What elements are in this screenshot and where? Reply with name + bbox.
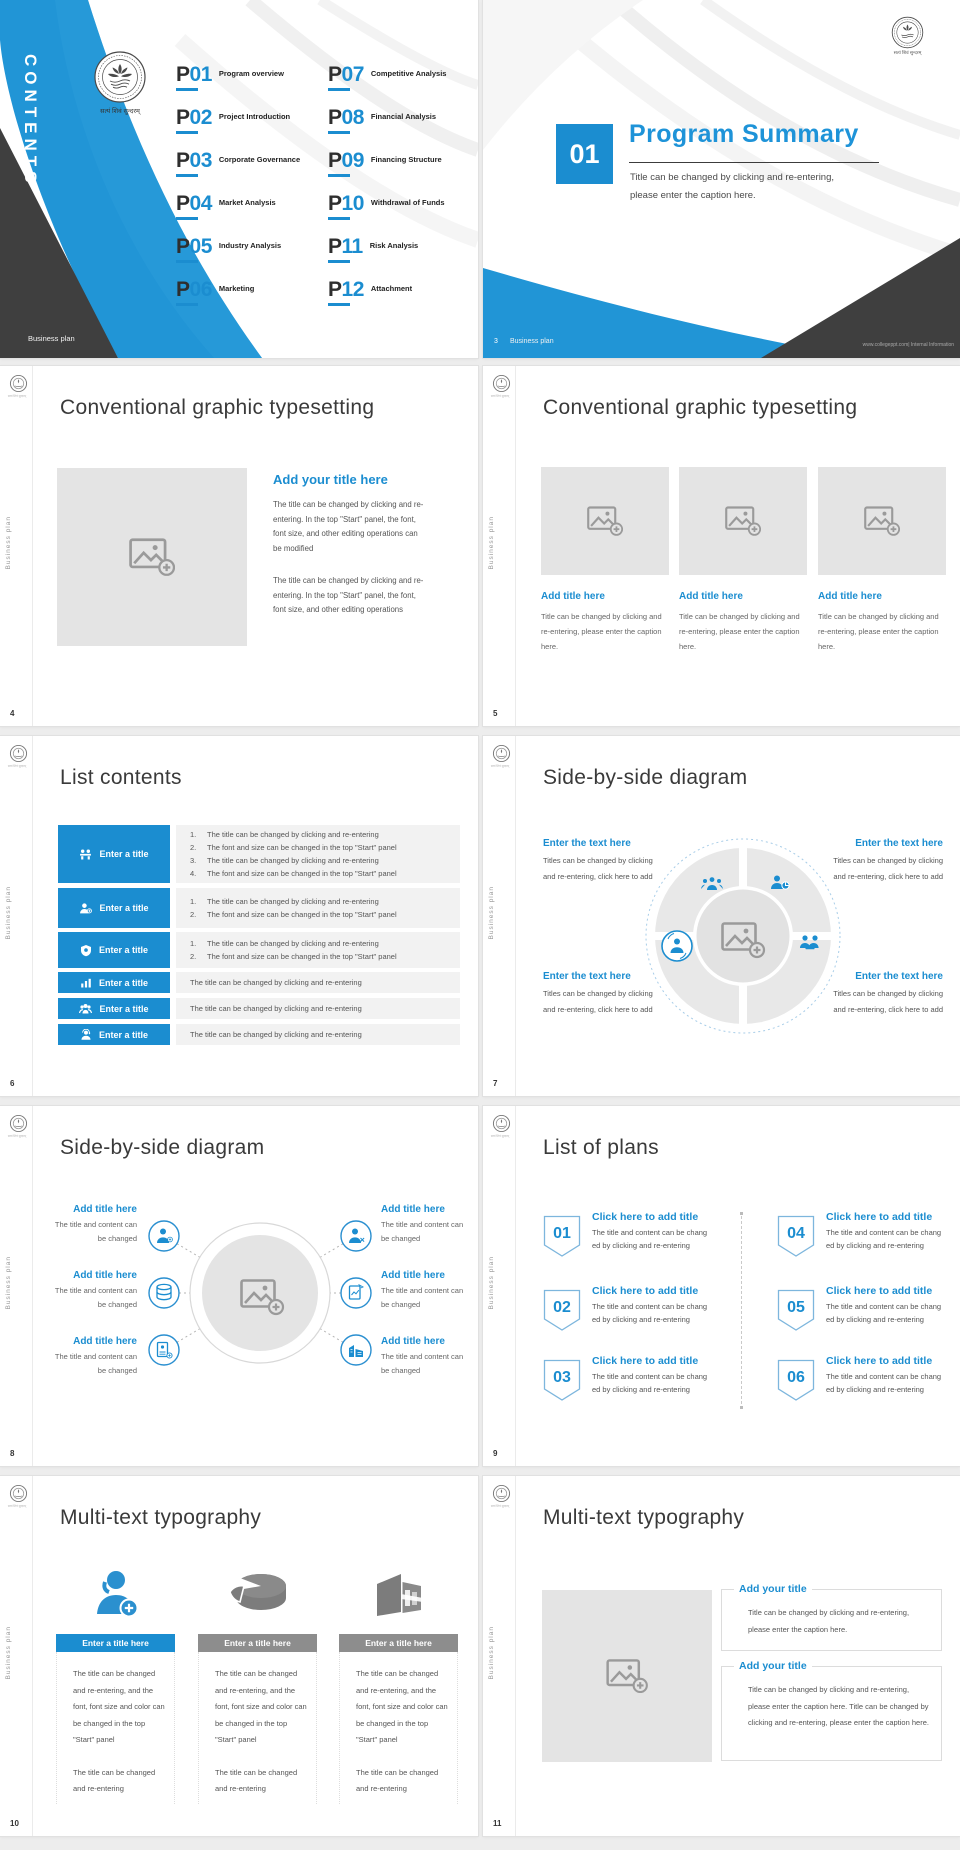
side-vertical-label: Business plan — [5, 886, 12, 940]
divider-dot — [740, 1212, 743, 1215]
left-rail-divider — [515, 736, 516, 1096]
toc-item — [328, 236, 418, 263]
list-line-number: 1. — [190, 830, 197, 839]
university-logo-small — [9, 1484, 28, 1503]
card-title: Add title here — [679, 591, 743, 602]
slide-title: Multi-text typography — [60, 1506, 262, 1529]
toc-prefix: P — [176, 63, 190, 86]
logo-motto-small: सत्यं शिवं सुन्दरम् — [490, 394, 510, 398]
plan-number-badge — [543, 1359, 581, 1403]
slide-contents[interactable] — [0, 0, 478, 358]
text-block-bottom-right — [831, 971, 943, 1018]
logo-motto-small: सत्यं शिवं सुन्दरम् — [490, 1504, 510, 1508]
side-vertical-label: Business plan — [5, 1256, 12, 1310]
plan-number-badge — [543, 1289, 581, 1333]
slide-title: Conventional graphic typesetting — [60, 396, 375, 419]
logo-motto-small: सत्यं शिवं सुन्दरम् — [7, 1504, 27, 1508]
list-title-label: Enter a title — [98, 977, 148, 988]
list-line-text: The font and size can be changed in the top "Start" panel — [207, 869, 397, 878]
image-placeholder-icon — [864, 506, 900, 536]
toc-underline — [176, 217, 198, 220]
list-line-text: The title can be changed by clicking and re-entering — [207, 830, 379, 839]
plan-title: Click here to add title — [826, 1355, 933, 1367]
left-rail-divider — [32, 1476, 33, 1836]
university-logo-small — [492, 1484, 511, 1503]
toc-label: Financial Analysis — [370, 112, 437, 121]
text-block-title: Enter the text here — [855, 971, 943, 982]
column-header: Enter a title here — [339, 1634, 458, 1652]
slide-list-of-plans[interactable] — [483, 1106, 960, 1466]
list-title-box — [58, 998, 170, 1019]
plan-number: 03 — [553, 1369, 571, 1386]
text-block-top-left — [543, 838, 655, 885]
image-placeholder-icon — [129, 538, 175, 576]
text-block-bottom-left — [543, 971, 655, 1018]
list-line-text: The title can be changed by clicking and re-entering — [207, 856, 379, 865]
image-card — [818, 467, 946, 654]
toc-number: 04 — [189, 192, 212, 215]
toc-prefix: P — [176, 278, 190, 301]
toc-item — [176, 236, 281, 263]
column-paragraph-2: The title can be changed and re-entering — [356, 1767, 439, 1793]
list-line-number: 2. — [190, 910, 197, 919]
toc-prefix: P — [176, 192, 190, 215]
toc-label: Project Introduction — [218, 112, 291, 121]
plan-number-badge — [543, 1215, 581, 1259]
column-paragraph-2: The title can be changed and re-entering — [215, 1767, 298, 1793]
left-rail-divider — [515, 366, 516, 726]
text-block-body: Titles can be changed by clicking and re-entering, click here to add — [543, 856, 653, 881]
store-icon — [371, 1570, 425, 1620]
hub-text-title: Add title here — [73, 1204, 137, 1215]
section-corner-text: www.collegeppt.com| Internal Information — [862, 342, 954, 348]
text-block-body: Titles can be changed by clicking and re-entering, click here to add — [833, 856, 943, 881]
person-remove-icon — [341, 1221, 371, 1251]
slide-title: Side-by-side diagram — [60, 1136, 265, 1159]
toc-prefix: P — [328, 149, 342, 172]
contents-vertical-title: CONTENTS — [21, 54, 40, 188]
image-card — [679, 467, 807, 654]
caption-box-title: Add your title — [734, 1583, 812, 1595]
toc-label: Program overview — [218, 69, 284, 78]
toc-label: Market Analysis — [218, 198, 276, 207]
plan-number: 01 — [553, 1225, 571, 1242]
dark-corner-wedge — [761, 238, 960, 358]
list-line-text: The title can be changed by clicking and re-entering — [190, 978, 362, 987]
toc-underline — [328, 88, 350, 91]
list-content-box — [176, 972, 460, 993]
side-vertical-label: Business plan — [5, 516, 12, 570]
toc-underline — [176, 174, 198, 177]
page-number: 10 — [10, 1819, 19, 1828]
slide-hub-diagram[interactable] — [0, 1106, 478, 1466]
hub-text-body: The title and content can be changed — [54, 1220, 137, 1243]
divider-dot — [740, 1406, 743, 1409]
column-header: Enter a title here — [56, 1634, 175, 1652]
slide-title: Conventional graphic typesetting — [543, 396, 858, 419]
text-block-title: Enter the text here — [855, 838, 943, 849]
toc-item — [328, 279, 412, 306]
hub-text-body: The title and content can be changed — [381, 1220, 464, 1243]
logo-motto-small: सत्यं शिवं सुन्दरम् — [7, 394, 27, 398]
page-number: 9 — [493, 1449, 498, 1458]
text-block-title: Enter the text here — [543, 971, 631, 982]
page-number: 5 — [493, 709, 498, 718]
section-footer-label: Business plan — [510, 338, 554, 345]
list-content-box — [176, 1024, 460, 1045]
page-number: 8 — [10, 1449, 15, 1458]
pie-3d-icon — [228, 1570, 286, 1620]
image-placeholder-icon — [606, 1659, 648, 1693]
side-vertical-label: Business plan — [488, 1626, 495, 1680]
toc-prefix: P — [328, 63, 342, 86]
toc-number: 12 — [341, 278, 364, 301]
logo-motto-small: सत्यं शिवं सुन्दरम् — [490, 1134, 510, 1138]
plan-body: The title and content can be chang ed by clicking and re-entering — [826, 1302, 942, 1324]
plan-body: The title and content can be chang ed by clicking and re-entering — [592, 1302, 708, 1324]
list-title-box — [58, 972, 170, 993]
toc-number: 07 — [341, 63, 364, 86]
hub-text-right-2 — [381, 1270, 469, 1312]
toc-prefix: P — [176, 106, 190, 129]
contents-footer-label: Business plan — [28, 334, 75, 343]
left-rail-divider — [32, 736, 33, 1096]
toc-label: Marketing — [218, 284, 255, 293]
university-logo-small — [9, 1114, 28, 1133]
logo-motto-small: सत्यं शिवं सुन्दरम् — [7, 1134, 27, 1138]
slide-title: Side-by-side diagram — [543, 766, 748, 789]
list-content-box — [176, 825, 460, 883]
list-line-number: 4. — [190, 869, 197, 878]
left-rail-divider — [32, 366, 33, 726]
section-title-rule — [629, 162, 879, 163]
toc-item — [176, 107, 290, 134]
side-vertical-label: Business plan — [488, 1256, 495, 1310]
image-placeholder-icon — [587, 506, 623, 536]
slide-conventional-3[interactable] — [483, 366, 960, 726]
list-content-box — [176, 932, 460, 968]
university-logo-small — [492, 374, 511, 393]
image-placeholder-icon — [725, 506, 761, 536]
card-title: Add title here — [818, 591, 882, 602]
side-vertical-label: Business plan — [488, 516, 495, 570]
hub-text-title: Add title here — [73, 1270, 137, 1281]
column-header: Enter a title here — [198, 1634, 317, 1652]
toc-label: Attachment — [370, 284, 413, 293]
university-logo — [93, 50, 147, 104]
hub-text-right-1 — [381, 1204, 469, 1246]
section-caption-line2: please enter the caption here. — [630, 190, 756, 201]
logo-motto: सत्यं शिवं सुन्दरम् — [893, 50, 922, 55]
section-title: Program Summary — [629, 120, 859, 148]
toc-number: 02 — [189, 106, 212, 129]
university-logo-small — [9, 374, 28, 393]
profile-card-icon — [149, 1335, 179, 1365]
hub-text-left-3 — [49, 1336, 137, 1378]
page-number: 6 — [10, 1079, 15, 1088]
hub-text-title: Add title here — [381, 1270, 445, 1281]
page-number: 7 — [493, 1079, 498, 1088]
plan-body: The title and content can be chang ed by clicking and re-entering — [592, 1372, 708, 1394]
toc-item — [176, 64, 284, 91]
column-paragraph-2: The title can be changed and re-entering — [73, 1767, 156, 1793]
toc-label: Withdrawal of Funds — [370, 198, 445, 207]
column-body — [198, 1652, 317, 1804]
toc-number: 06 — [189, 278, 212, 301]
plan-number: 04 — [787, 1225, 805, 1242]
slide-title: List contents — [60, 766, 182, 789]
list-title-label: Enter a title — [98, 1029, 148, 1040]
plans-divider — [741, 1216, 742, 1404]
toc-prefix: P — [176, 235, 190, 258]
column-body — [339, 1652, 458, 1804]
slide-multitext-image[interactable] — [483, 1476, 960, 1836]
toc-item — [328, 150, 442, 177]
person-add-icon — [79, 902, 92, 915]
university-logo-small — [492, 744, 511, 763]
section-number-box: 01 — [556, 124, 613, 184]
column-body — [56, 1652, 175, 1804]
toc-number: 03 — [189, 149, 212, 172]
slide-section-program-summary[interactable] — [483, 0, 960, 358]
logo-motto-small: सत्यं शिवं सुन्दरम् — [490, 764, 510, 768]
plan-number: 02 — [553, 1299, 571, 1316]
list-line-number: 2. — [190, 952, 197, 961]
toc-label: Corporate Governance — [218, 155, 301, 164]
caption-box — [721, 1583, 942, 1651]
plan-number: 06 — [787, 1369, 805, 1386]
toc-underline — [176, 303, 198, 306]
toc-prefix: P — [328, 235, 342, 258]
toc-label: Risk Analysis — [369, 241, 419, 250]
list-line-text: The font and size can be changed in the top "Start" panel — [207, 952, 397, 961]
building-icon — [341, 1335, 371, 1365]
toc-prefix: P — [328, 106, 342, 129]
card-caption: Title can be changed by clicking and re-entering, please enter the caption here. — [541, 612, 662, 651]
caption-box — [721, 1660, 942, 1761]
hub-diagram — [100, 1201, 380, 1386]
hub-text-left-2 — [49, 1270, 137, 1312]
list-line-number: 1. — [190, 939, 197, 948]
toc-underline — [328, 174, 350, 177]
university-logo-small — [9, 744, 28, 763]
page-number: 4 — [10, 709, 15, 718]
text-block-title: Enter the text here — [543, 838, 631, 849]
meeting-icon — [79, 848, 92, 861]
toc-label: Industry Analysis — [218, 241, 282, 250]
column-paragraph-1: The title can be changed and re-entering, and the font, font size and color can be changed in the top "Start" panel — [73, 1669, 165, 1744]
caption-box-title: Add your title — [734, 1660, 812, 1672]
toc-underline — [176, 260, 198, 263]
list-content-box — [176, 998, 460, 1019]
list-line-text: The font and size can be changed in the top "Start" panel — [207, 843, 397, 852]
slide-title: List of plans — [543, 1136, 659, 1159]
list-title-box — [58, 888, 170, 928]
toc-item — [328, 64, 446, 91]
toc-item — [328, 107, 436, 134]
card-title: Add title here — [541, 591, 605, 602]
plan-body: The title and content can be chang ed by clicking and re-entering — [826, 1372, 942, 1394]
content-paragraph-2: The title can be changed by clicking and re-entering. In the top "Start" panel, the font, font size, and other editing operations — [273, 576, 424, 614]
slide-multitext-columns[interactable] — [0, 1476, 478, 1836]
section-page-number: 3 — [494, 338, 498, 345]
list-line-number: 2. — [190, 843, 197, 852]
logo-motto: सत्यं शिवं सुन्दरम् — [100, 108, 140, 115]
image-placeholder — [57, 468, 247, 646]
toc-label: Financing Structure — [370, 155, 442, 164]
left-rail-divider — [515, 1106, 516, 1466]
slide-title: Multi-text typography — [543, 1506, 745, 1529]
list-title-box — [58, 1024, 170, 1045]
person-add-icon — [149, 1221, 179, 1251]
plan-title: Click here to add title — [592, 1285, 699, 1297]
column-paragraph-1: The title can be changed and re-entering, and the font, font size and color can be changed in the top "Start" panel — [356, 1669, 448, 1744]
university-logo — [891, 16, 924, 49]
list-title-label: Enter a title — [99, 1003, 149, 1014]
plan-number: 05 — [787, 1299, 805, 1316]
hub-text-body: The title and content can be changed — [54, 1352, 137, 1375]
section-caption-line1: Title can be changed by clicking and re-entering, — [630, 172, 835, 183]
hub-text-title: Add title here — [381, 1336, 445, 1347]
toc-number: 01 — [189, 63, 212, 86]
hub-text-left-1 — [49, 1204, 137, 1246]
image-placeholder — [679, 467, 807, 575]
text-block-top-right — [831, 838, 943, 885]
page-number: 11 — [493, 1819, 502, 1828]
toc-item — [176, 279, 254, 306]
image-placeholder — [542, 1590, 712, 1762]
list-title-label: Enter a title — [98, 945, 148, 955]
hub-text-title: Add title here — [73, 1336, 137, 1347]
toc-item — [328, 193, 445, 220]
chart-doc-icon — [341, 1278, 371, 1308]
list-content-box — [176, 888, 460, 928]
support-icon — [80, 1029, 92, 1041]
text-block-body: Titles can be changed by clicking and re-entering, click here to add — [543, 989, 653, 1014]
plan-title: Click here to add title — [826, 1211, 933, 1223]
list-title-box — [58, 825, 170, 883]
toc-label: Competitive Analysis — [370, 69, 447, 78]
toc-number: 05 — [189, 235, 212, 258]
hub-text-body: The title and content can be changed — [381, 1286, 464, 1309]
list-line-text: The title can be changed by clicking and re-entering — [190, 1004, 362, 1013]
toc-prefix: P — [328, 192, 342, 215]
content-heading: Add your title here — [273, 472, 388, 487]
list-line-text: The font and size can be changed in the top "Start" panel — [207, 910, 397, 919]
toc-number: 11 — [341, 235, 363, 258]
toc-underline — [176, 88, 198, 91]
image-card — [541, 467, 669, 654]
plan-body: The title and content can be chang ed by clicking and re-entering — [592, 1228, 708, 1250]
plan-number-badge — [777, 1289, 815, 1333]
database-icon — [149, 1278, 179, 1308]
left-rail-divider — [32, 1106, 33, 1466]
plan-body: The title and content can be chang ed by clicking and re-entering — [826, 1228, 942, 1250]
hub-text-body: The title and content can be changed — [381, 1352, 464, 1375]
toc-number: 10 — [341, 192, 364, 215]
caption-box-body: Title can be changed by clicking and re-entering, please enter the caption here. Title can be changed by clicking and re-entering, please enter the caption here. — [748, 1685, 929, 1727]
column-paragraph-1: The title can be changed and re-entering, and the font, font size and color can be changed in the top "Start" panel — [215, 1669, 307, 1744]
toc-prefix: P — [328, 278, 342, 301]
list-line-number: 3. — [190, 856, 197, 865]
person-sync-icon — [662, 931, 692, 961]
list-line-text: The title can be changed by clicking and re-entering — [190, 1030, 362, 1039]
bar-chart-icon — [80, 977, 92, 989]
card-caption: Title can be changed by clicking and re-entering, please enter the caption here. — [818, 612, 939, 651]
card-caption: Title can be changed by clicking and re-entering, please enter the caption here. — [679, 612, 800, 651]
plan-title: Click here to add title — [826, 1285, 933, 1297]
list-title-box — [58, 932, 170, 968]
toc-item — [176, 150, 300, 177]
left-rail-divider — [515, 1476, 516, 1836]
plan-title: Click here to add title — [592, 1355, 699, 1367]
list-line-number: 1. — [190, 897, 197, 906]
content-paragraph-1: The title can be changed by clicking and re-entering. In the top "Start" panel, the font, font size, and other editing operations can be modified — [273, 500, 424, 553]
side-vertical-label: Business plan — [5, 1626, 12, 1680]
university-logo-small — [492, 1114, 511, 1133]
image-placeholder — [818, 467, 946, 575]
slide-ring-diagram[interactable] — [483, 736, 960, 1096]
toc-underline — [328, 303, 350, 306]
list-line-text: The title can be changed by clicking and re-entering — [207, 939, 379, 948]
team-icon — [79, 1003, 92, 1015]
image-placeholder — [541, 467, 669, 575]
toc-number: 09 — [341, 149, 364, 172]
text-block-body: Titles can be changed by clicking and re-entering, click here to add — [833, 989, 943, 1014]
toc-underline — [328, 131, 350, 134]
slide-list-contents[interactable] — [0, 736, 478, 1096]
toc-underline — [328, 217, 350, 220]
hub-text-title: Add title here — [381, 1204, 445, 1215]
toc-number: 08 — [341, 106, 364, 129]
caption-box-body: Title can be changed by clicking and re-entering, please enter the caption here. — [748, 1608, 910, 1634]
shield-icon — [80, 944, 92, 957]
toc-item — [176, 193, 276, 220]
list-line-text: The title can be changed by clicking and re-entering — [207, 897, 379, 906]
list-title-label: Enter a title — [99, 903, 149, 913]
toc-underline — [176, 131, 198, 134]
logo-motto-small: सत्यं शिवं सुन्दरम् — [7, 764, 27, 768]
slide-conventional-1[interactable] — [0, 366, 478, 726]
toc-underline — [328, 260, 350, 263]
side-vertical-label: Business plan — [488, 886, 495, 940]
toc-prefix: P — [176, 149, 190, 172]
list-title-label: Enter a title — [99, 849, 149, 859]
hub-text-right-3 — [381, 1336, 469, 1378]
plan-number-badge — [777, 1215, 815, 1259]
hub-text-body: The title and content can be changed — [54, 1286, 137, 1309]
plan-number-badge — [777, 1359, 815, 1403]
plan-title: Click here to add title — [592, 1211, 699, 1223]
person-plus-icon — [89, 1568, 141, 1622]
